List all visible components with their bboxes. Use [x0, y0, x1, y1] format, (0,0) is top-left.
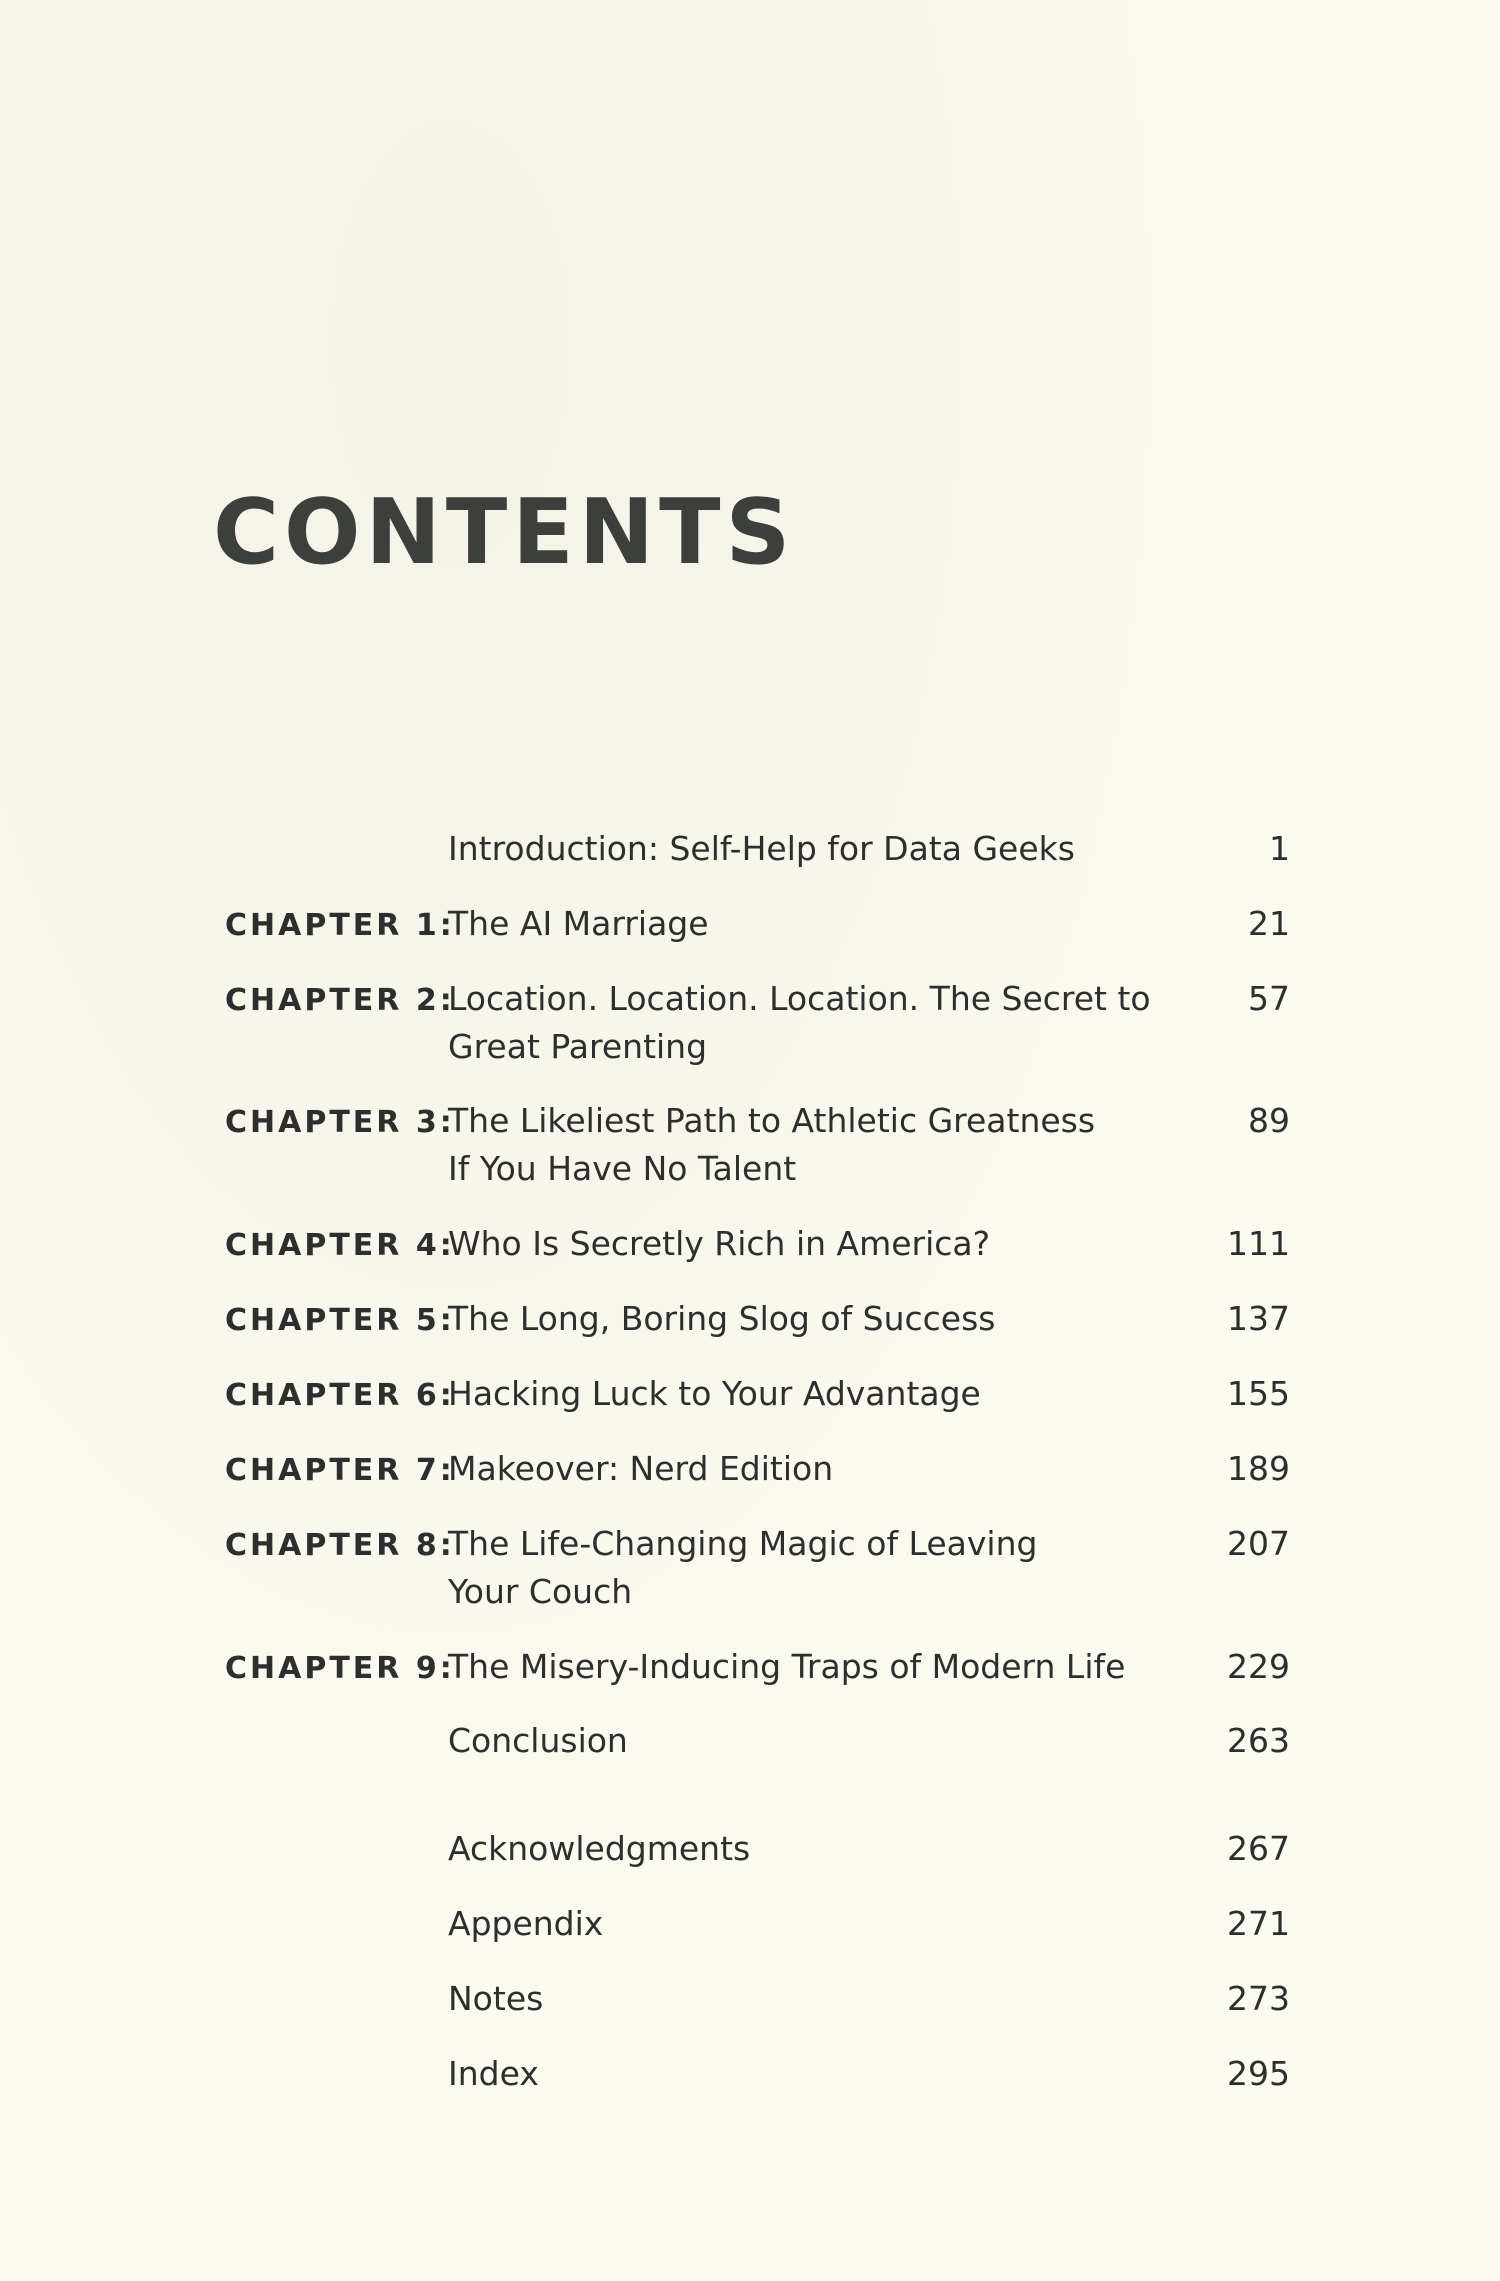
chapter-label: CHAPTER 8:	[225, 1528, 455, 1563]
entry-title-line: Conclusion	[448, 1721, 628, 1760]
page-number: 1	[1269, 829, 1290, 868]
entry-title-line: Index	[448, 2054, 539, 2093]
entry-title	[448, 1220, 1148, 1268]
chapter-label: CHAPTER 3:	[225, 1105, 455, 1140]
entry-title	[448, 1520, 1148, 1616]
page-number: 89	[1248, 1101, 1290, 1140]
entry-title	[448, 1370, 1148, 1418]
page-number: 155	[1227, 1374, 1290, 1413]
entry-title	[448, 1295, 1148, 1343]
entry-title-line: Hacking Luck to Your Advantage	[448, 1374, 981, 1413]
chapter-label: CHAPTER 2:	[225, 983, 455, 1018]
chapter-label: CHAPTER 4:	[225, 1228, 455, 1263]
page-number: 271	[1227, 1904, 1290, 1943]
chapter-label: CHAPTER 9:	[225, 1651, 455, 1686]
chapter-label: CHAPTER 6:	[225, 1378, 455, 1413]
page-number: 57	[1248, 979, 1290, 1018]
entry-title-line: The Life-Changing Magic of Leaving	[448, 1524, 1038, 1563]
entry-title	[448, 1445, 1148, 1493]
entry-title-line: The AI Marriage	[448, 904, 709, 943]
entry-title	[448, 900, 1148, 948]
entry-title-line: Appendix	[448, 1904, 604, 1943]
entry-title-line: Notes	[448, 1979, 544, 2018]
page-number: 111	[1227, 1224, 1290, 1263]
page-number: 21	[1248, 904, 1290, 943]
entry-title-line: Who Is Secretly Rich in America?	[448, 1224, 991, 1263]
entry-title-line: If You Have No Talent	[448, 1149, 797, 1188]
entry-title	[448, 1717, 1148, 1765]
page-number: 207	[1227, 1524, 1290, 1563]
entry-title	[448, 975, 1151, 1071]
page-number: 295	[1227, 2054, 1290, 2093]
page-number: 229	[1227, 1647, 1290, 1686]
chapter-label: CHAPTER 1:	[225, 908, 455, 943]
entry-title-line: Introduction: Self-Help for Data Geeks	[448, 829, 1075, 868]
page-title: CONTENTS	[213, 480, 796, 585]
entry-title	[448, 1975, 1148, 2023]
entry-title-line: Great Parenting	[448, 1027, 708, 1066]
entry-title	[448, 1097, 1148, 1193]
entry-title-line: The Likeliest Path to Athletic Greatness	[448, 1101, 1096, 1140]
chapter-label: CHAPTER 7:	[225, 1453, 455, 1488]
page-number: 137	[1227, 1299, 1290, 1338]
entry-title-line: The Long, Boring Slog of Success	[448, 1299, 996, 1338]
entry-title	[448, 1900, 1148, 1948]
page-number: 263	[1227, 1721, 1290, 1760]
entry-title	[448, 1825, 1148, 1873]
entry-title-line: The Misery-Inducing Traps of Modern Life	[448, 1647, 1126, 1686]
entry-title-line: Makeover: Nerd Edition	[448, 1449, 834, 1488]
entry-title	[448, 2050, 1148, 2098]
page-number: 267	[1227, 1829, 1290, 1868]
chapter-label: CHAPTER 5:	[225, 1303, 455, 1338]
entry-title	[448, 1643, 1148, 1691]
page-number: 273	[1227, 1979, 1290, 2018]
entry-title-line: Acknowledgments	[448, 1829, 751, 1868]
page-number: 189	[1227, 1449, 1290, 1488]
entry-title-line: Your Couch	[448, 1572, 633, 1611]
entry-title-line: Location. Location. Location. The Secret to	[448, 979, 1151, 1018]
entry-title	[448, 825, 1148, 873]
